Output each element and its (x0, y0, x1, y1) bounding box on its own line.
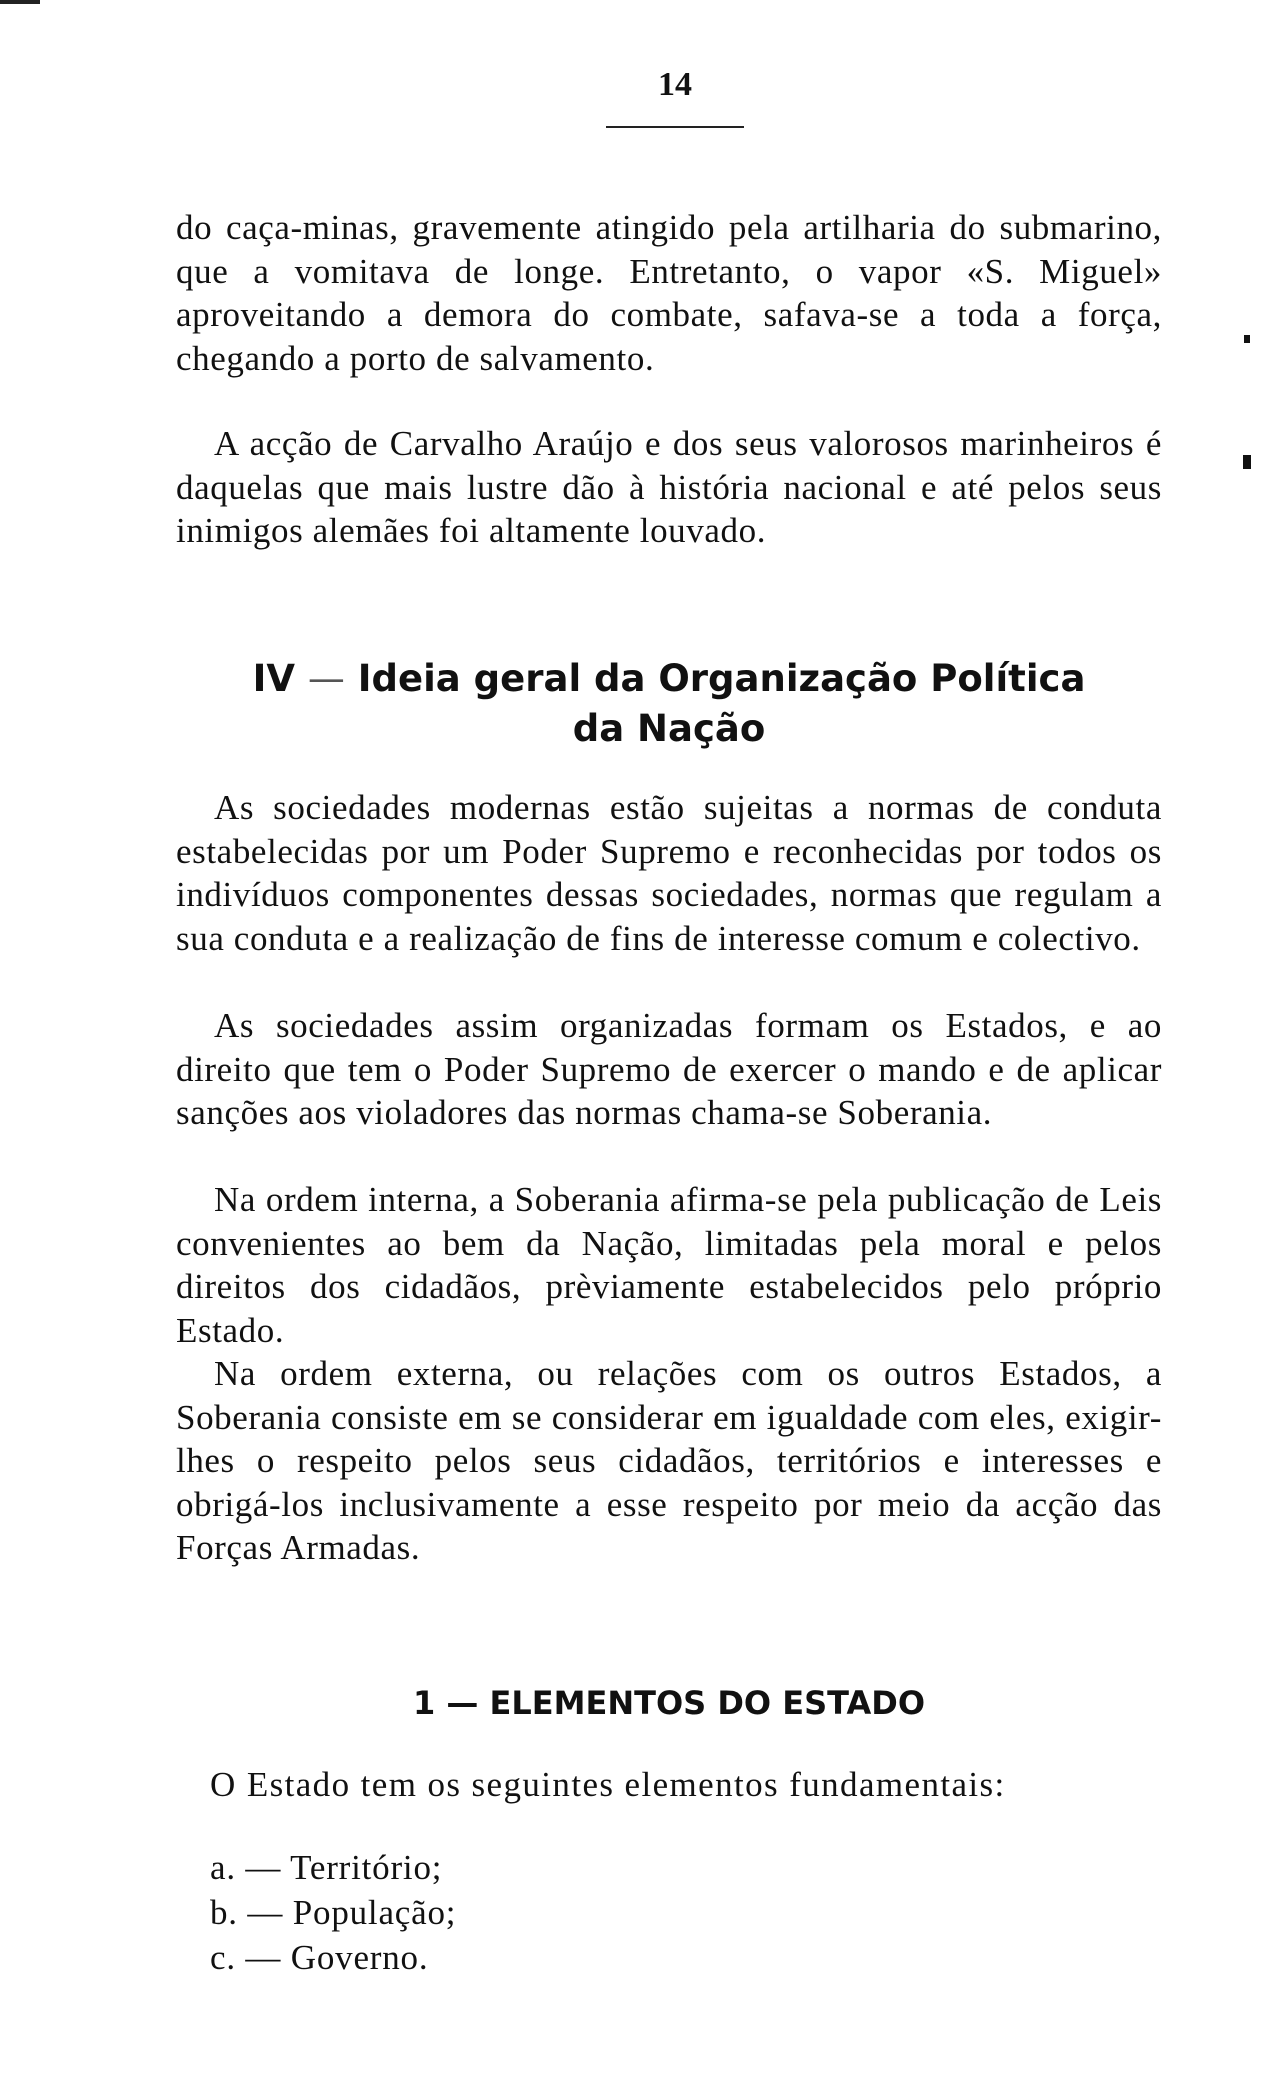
scan-margin-mark (1244, 335, 1250, 343)
list-item: a. — Território; (210, 1848, 443, 1887)
paragraph-sociedades-modernas: As sociedades modernas estão sujeitas a normas de conduta estabelecidas por um Poder Supremo e reconhecidas por todos os indivíduos componentes dessas sociedades, normas que regulam a sua conduta e a realização de fins de interesse comum e colectivo. (176, 788, 1162, 958)
paragraph-carvalho-araujo: A acção de Carvalho Araújo e dos seus valorosos marinheiros é daquelas que mais lustre dão à história nacional e até pelos seus inimigos alemães foi altamente louvado. (176, 424, 1162, 550)
chapter-title-line1: Ideia geral da Organização Política (357, 657, 1086, 700)
chapter-numeral: IV (252, 657, 295, 700)
paragraph-ordem-externa: Na ordem externa, ou relações com os outros Estados, a Soberania consiste em se considerar em igualdade com eles, exigir-lhes o respeito pelos seus cidadãos, territórios e interesses e obrigá-los inclusivamente a esse respeito por meio da acção das Forças Armadas. (176, 1354, 1162, 1567)
list-item: b. — População; (210, 1893, 457, 1932)
scan-margin-mark (1243, 455, 1251, 469)
chapter-dash: — (307, 657, 345, 700)
chapter-title-line2: da Nação (572, 707, 766, 750)
paragraph-continuation: do caça-minas, gravemente atingido pela artilharia do submarino, que a vomitava de longe. Entretanto, o vapor «S. Miguel» aproveitando a demora do combate, safava-se a toda a força, chegando a porto de salvamento. (176, 208, 1162, 378)
element-list (210, 1845, 456, 1980)
page-number: 14 (658, 66, 692, 103)
section-title: 1 — ELEMENTOS DO ESTADO (412, 1684, 926, 1722)
page-number-rule (606, 126, 744, 128)
scan-corner-mark (0, 0, 40, 4)
chapter-heading (176, 654, 1162, 754)
elements-intro: O Estado tem os seguintes elementos fundamentais: (210, 1765, 1006, 1804)
paragraph-soberania: As sociedades assim organizadas formam os Estados, e ao direito que tem o Poder Supremo de exercer o mando e de aplicar sanções aos violadores das normas chama-se Soberania. (176, 1006, 1162, 1132)
paragraph-ordem-interna: Na ordem interna, a Soberania afirma-se pela publicação de Leis convenientes ao bem da Nação, limitadas pela moral e pelos direitos dos cidadãos, prèviamente estabelecidos pelo próprio Estado. (176, 1180, 1162, 1350)
list-item: c. — Governo. (210, 1938, 429, 1977)
